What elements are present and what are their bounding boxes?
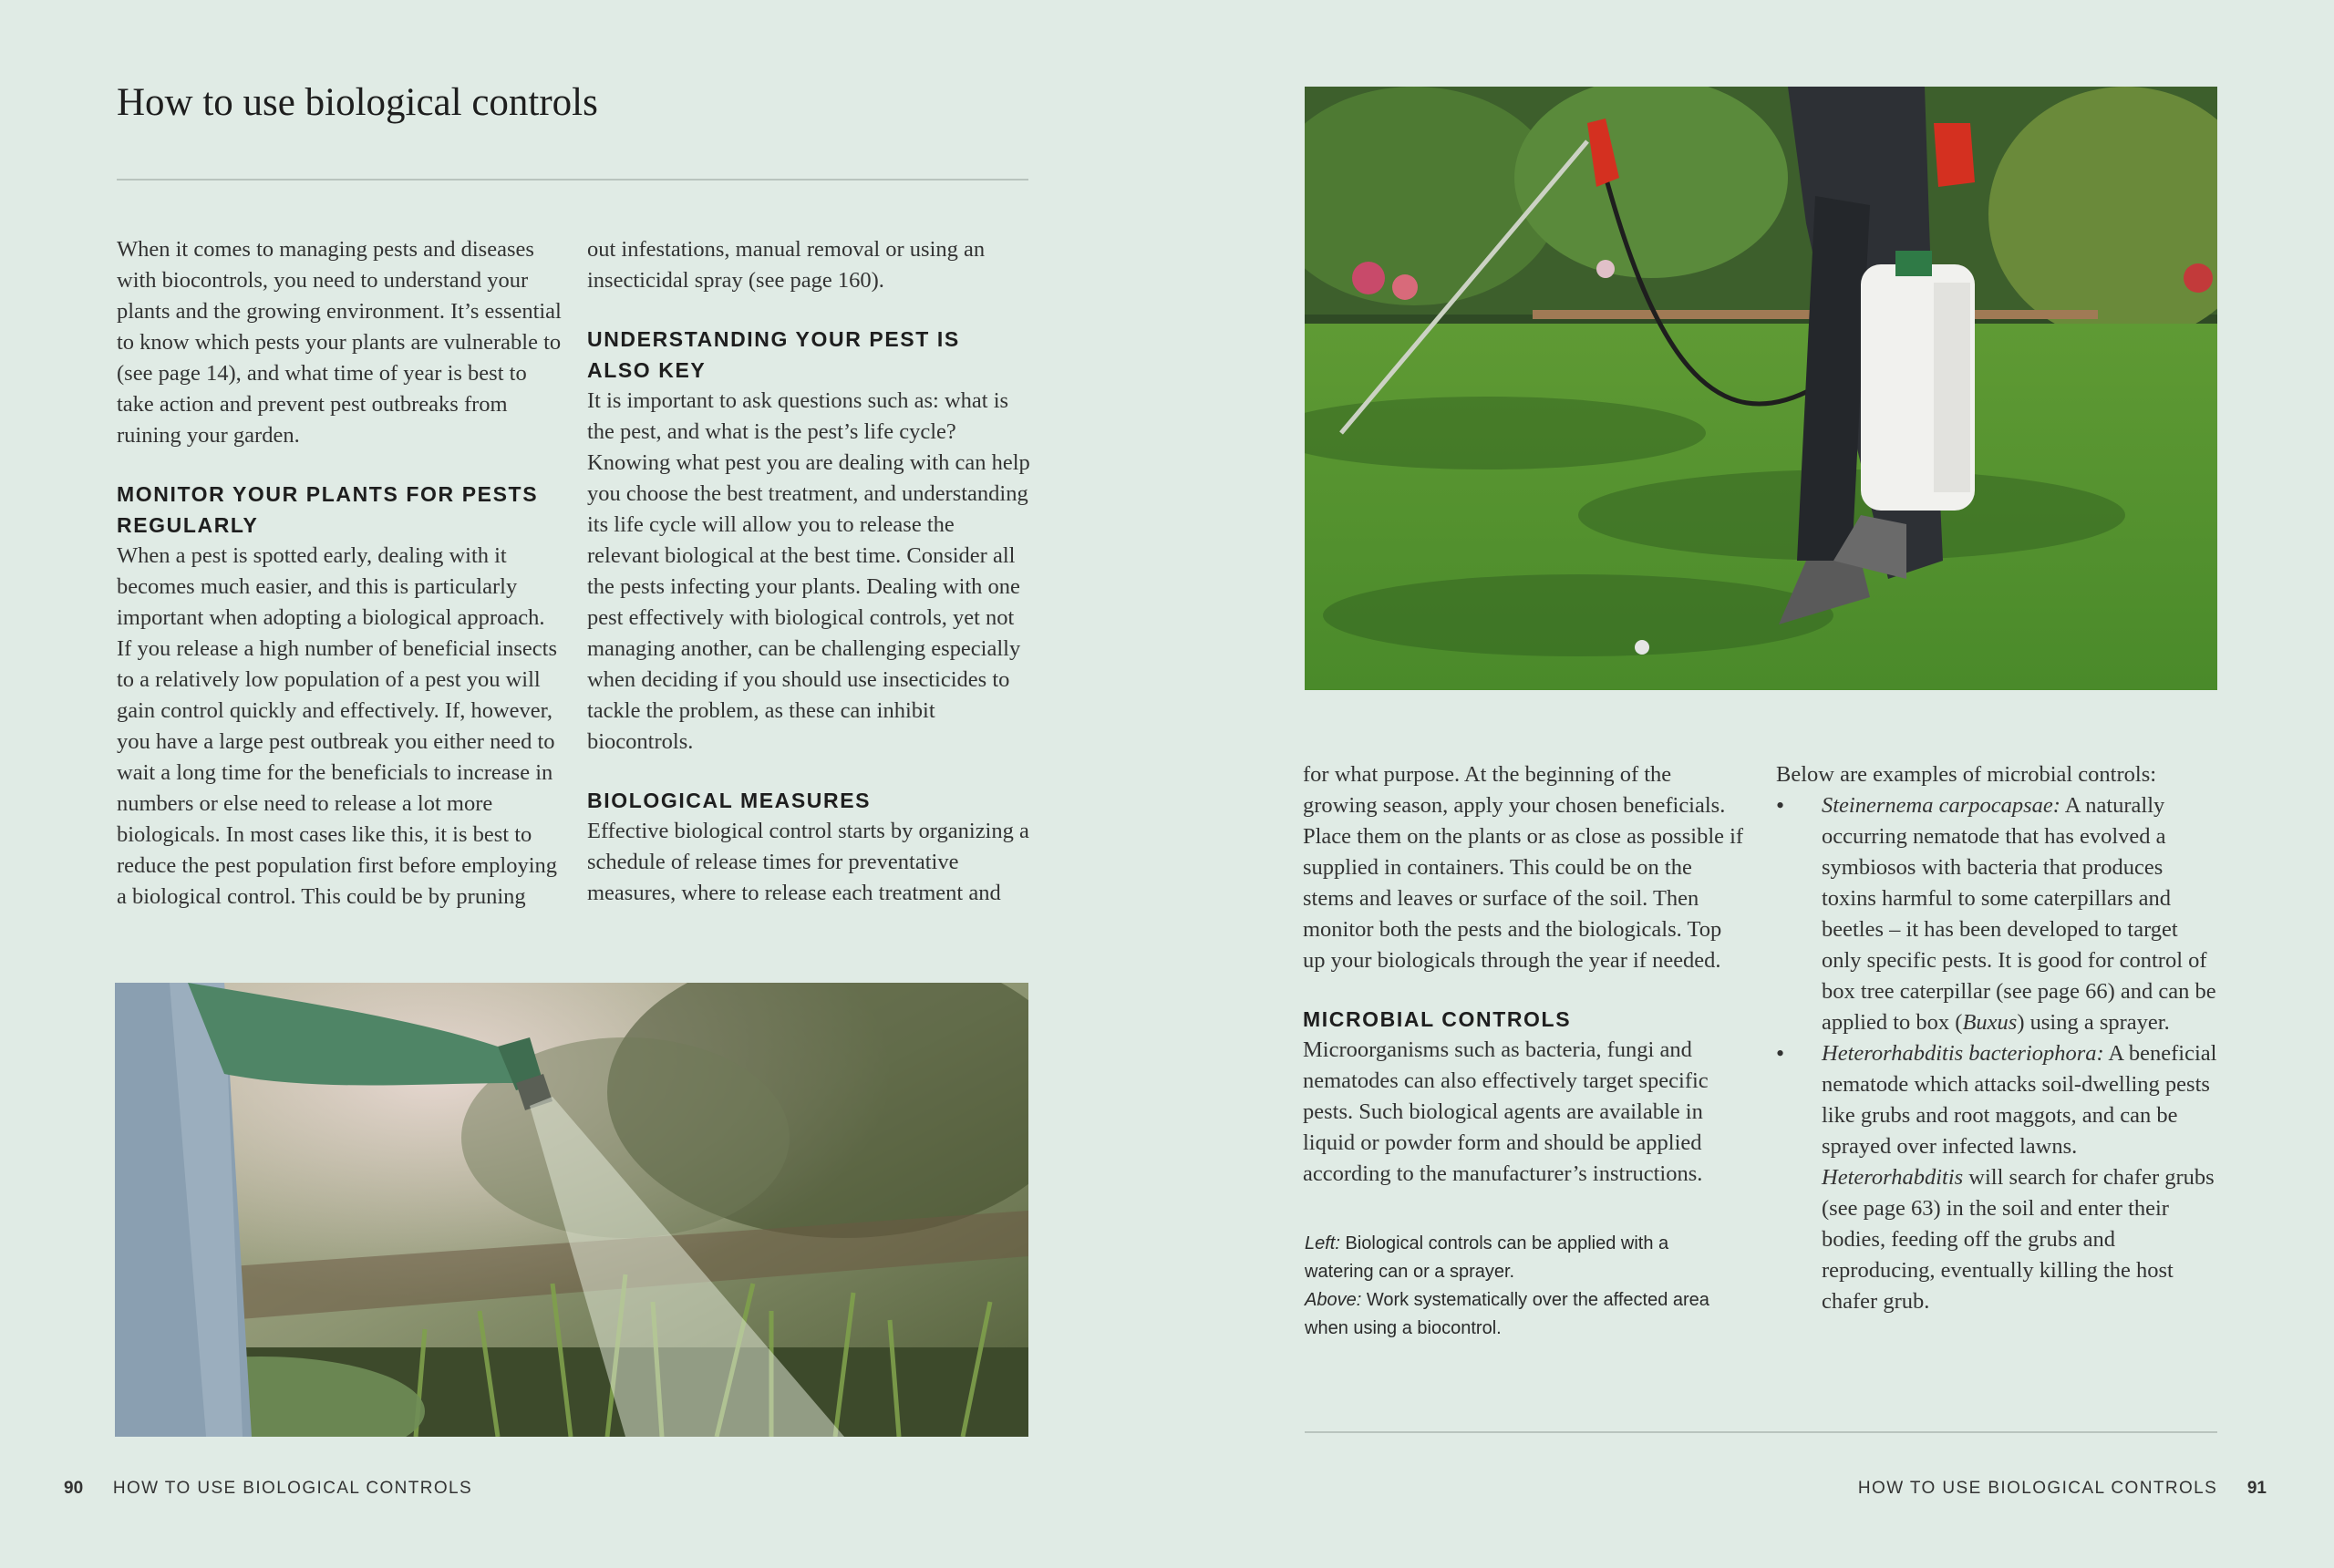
understanding-paragraph: It is important to ask questions such as: what is the pest, and what is the pest’s life cycle? Knowing what pest you are dealing with can help you choose the best treatment, and understanding its life cycle will allow you to release the relevant biological at the best time. Consider all the pests infecting your plants. Dealing with one pest effectively with biological controls, yet not managing another, can be challenging especially when deciding if you should use insecticides to tackle the problem, as these can inhibit biocontrols.: [587, 388, 1030, 754]
continued-paragraph: out infestations, manual removal or using an insecticidal spray (see page 160).: [587, 237, 986, 293]
bullet2-text-b: will search for chafer grubs (see page 63) in the soil and enter their bodies, feeding off the grubs and reproducing, eventually killing the host chafer grub.: [1822, 1165, 2215, 1314]
caption-left-text: Biological controls can be applied with a watering can or a sprayer.: [1305, 1233, 1669, 1282]
right-footer: [1858, 1479, 2267, 1499]
heading-understanding-pest: UNDERSTANDING YOUR PEST IS ALSO KEY: [587, 327, 960, 382]
bullet1-text-b: ) using a sprayer.: [2017, 1010, 2170, 1035]
heading-biological-measures: BIOLOGICAL MEASURES: [587, 789, 872, 812]
caption-left-label: Left:: [1305, 1233, 1340, 1253]
photo-captions: [1305, 1230, 1742, 1343]
page-number-right: 91: [2246, 1479, 2267, 1498]
caption-above-label: Above:: [1305, 1290, 1362, 1310]
purpose-paragraph: for what purpose. At the beginning of the growing season, apply your chosen beneficials. Place them on the plants or as close as possible if supplied in containers. This could be on the stems and leaves or surface of the soil. Then monitor both the pests and the biologicals. Top up your biologicals through the year if needed.: [1303, 762, 1744, 973]
title-rule: [117, 179, 1028, 181]
bullet2-text-a: A beneficial nematode which attacks soil-dwelling pests like grubs and root maggots, and can be sprayed over infected lawns.: [1822, 1041, 2217, 1159]
left-column-2: [587, 234, 1030, 909]
microbial-examples-list: [1776, 790, 2221, 1317]
caption-left: [1305, 1230, 1742, 1286]
genus-buxus: Buxus: [1962, 1010, 2018, 1035]
species-heterorhabditis: Heterorhabditis bacteriophora:: [1822, 1041, 2104, 1066]
right-column-1: [1303, 759, 1748, 1190]
measures-paragraph: Effective biological control starts by organizing a schedule of release times for preventative measures, where to release each treatment and: [587, 819, 1029, 905]
footer-label-right: HOW TO USE BIOLOGICAL CONTROLS: [1857, 1479, 2218, 1498]
species-steinernema: Steinernema carpocapsae:: [1822, 793, 2060, 818]
bullet1-text-a: A naturally occurring nematode that has evolved a symbiosos with bacteria that produces toxins harmful to some caterpillars and beetles – it has been developed to target only specific pests. It is good for control of box tree caterpillar (see page 66) and can be applied to box (: [1822, 793, 2216, 1035]
left-footer: [64, 1479, 472, 1499]
intro-paragraph: When it comes to managing pests and diseases with biocontrols, you need to understand your plants and the growing environment. It’s essential to know which pests your plants are vulnerable to (see page 14), and what time of year is best to take action and prevent pest outbreaks from ruining your garden.: [117, 237, 562, 448]
caption-above-text: Work systematically over the affected area when using a biocontrol.: [1305, 1290, 1709, 1338]
page-number-left: 90: [64, 1479, 84, 1498]
microbial-paragraph: Microorganisms such as bacteria, fungi and nematodes can also effectively target specific pests. Such biological agents are available in liquid or powder form and should be applied according to the manufacturer’s instructions.: [1303, 1037, 1709, 1186]
watering-can-photo: [115, 983, 1028, 1437]
right-column-2: [1776, 759, 2221, 1317]
page-title: How to use biological controls: [117, 81, 598, 124]
sprayer-photo: [1305, 87, 2217, 690]
genus-heterorhabditis: Heterorhabditis: [1822, 1165, 1964, 1190]
heading-monitor-plants: MONITOR YOUR PLANTS FOR PESTS REGULARLY: [117, 482, 539, 537]
monitor-paragraph: When a pest is spotted early, dealing with it becomes much easier, and this is particularly important when adopting a biological approach. If you release a high number of beneficial insects to a relatively low population of a pest you will gain control quickly and effectively. If, however, you have a large pest outbreak you either need to wait a long time for the beneficials to increase in numbers or else need to release a lot more biologicals. In most cases like this, it is best to reduce the pest population first before employing a biological control. This could be by pruning: [117, 543, 558, 909]
caption-above: [1305, 1286, 1742, 1343]
microbial-examples-intro: Below are examples of microbial controls:: [1776, 762, 2157, 787]
list-item: [1776, 1038, 2221, 1317]
list-item: [1776, 790, 2221, 1038]
left-column-1: [117, 234, 562, 913]
footer-rule-right: [1305, 1431, 2217, 1433]
footer-label-left: HOW TO USE BIOLOGICAL CONTROLS: [112, 1479, 473, 1498]
heading-microbial-controls: MICROBIAL CONTROLS: [1303, 1007, 1572, 1031]
